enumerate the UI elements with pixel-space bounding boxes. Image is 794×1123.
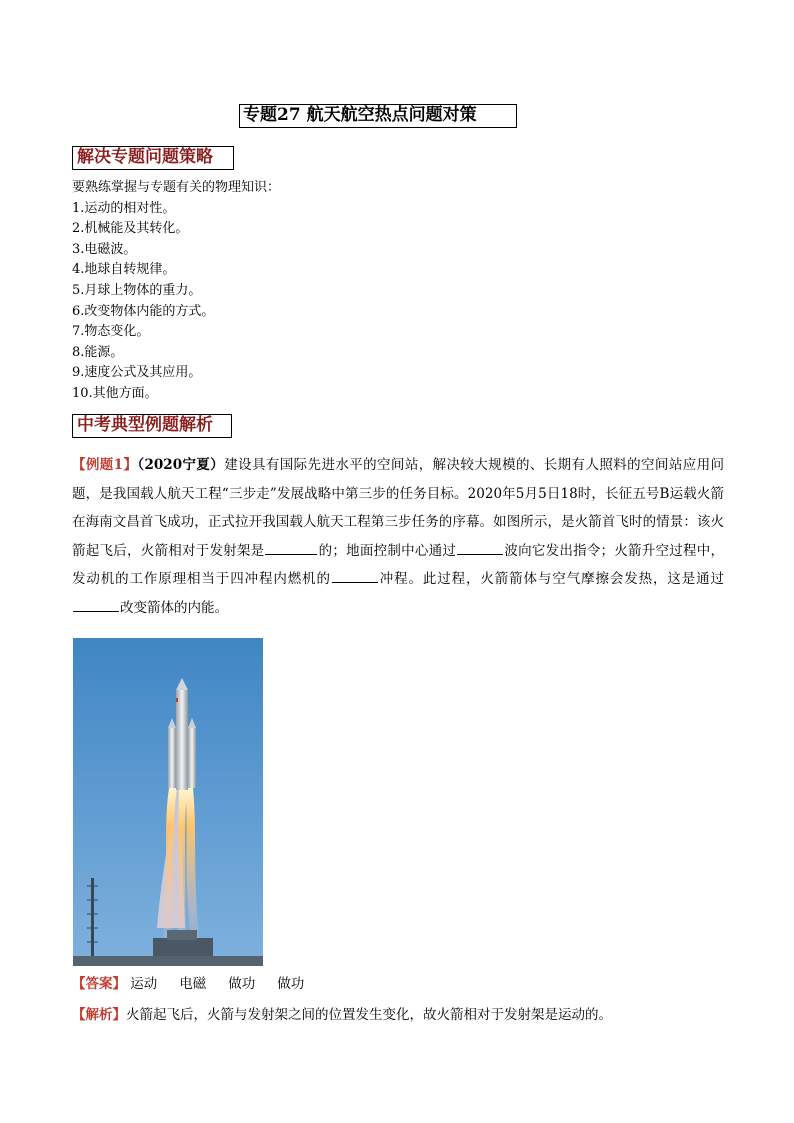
answer-value: 做功	[277, 976, 305, 992]
analysis-text: 火箭起飞后，火箭与发射架之间的位置发生变化，故火箭相对于发射架是运动的。	[126, 1007, 612, 1023]
strategy-intro: 要熟练掌握与专题有关的物理知识：	[72, 180, 281, 195]
document-title: 专题27 航天航空热点问题对策	[239, 104, 517, 128]
list-item: 3.电磁波。	[72, 241, 137, 257]
answer-blank	[73, 597, 119, 612]
analysis-label: 【解析】	[72, 1007, 126, 1023]
example-text-1: 建设具有国际先进水平的空间站，解决较大规模的、长期有人照料的空间站应用问题，是我国载人航天工程“三步走”发展战略中第三步的任务目标。2020年5月5日18时，长征五号B运载火箭在海南文昌首飞成功，正式拉开我国载人航天工程第三步任务的序幕。如图所示，是火箭首飞时的情景：该火箭起飞后，火箭相对于发射架是	[72, 457, 725, 559]
list-item: 1.运动的相对性。	[72, 200, 176, 216]
example-source: （2020宁夏）	[137, 457, 225, 473]
analysis-line	[72, 1005, 612, 1025]
example-text-2: 的；地面控制中心通过	[318, 542, 457, 559]
list-item: 9.速度公式及其应用。	[72, 365, 202, 381]
section-heading-examples: 中考典型例题解析	[72, 414, 232, 438]
list-item: 6.改变物体内能的方式。	[72, 303, 215, 319]
example-text-4: 冲程。此过程，火箭箭体与空气摩擦会发热，这是通过	[378, 571, 725, 588]
example-text-5: 改变箭体的内能。	[120, 599, 228, 616]
list-item: 2.机械能及其转化。	[72, 221, 189, 237]
strategy-list	[72, 178, 280, 405]
section-heading-strategy: 解决专题问题策略	[72, 146, 234, 170]
example-label: 【例题1】	[72, 457, 138, 473]
answer-value: 做功	[228, 976, 256, 992]
example-text-3: 波向它发出指令；火箭升空过程中，发动机的工作原理相当于四冲程内燃机的	[72, 542, 725, 588]
list-item: 8.能源。	[72, 344, 124, 360]
answer-blank	[265, 540, 317, 555]
list-item: 5.月球上物体的重力。	[72, 282, 202, 298]
answer-blank	[332, 568, 378, 583]
answer-blank	[457, 540, 503, 555]
list-item: 7.物态变化。	[72, 324, 150, 340]
answer-value: 运动	[130, 976, 158, 992]
list-item: 10.其他方面。	[72, 385, 158, 401]
answer-value: 电磁	[179, 976, 207, 992]
rocket-launch-photo	[73, 638, 263, 966]
answer-line	[72, 974, 326, 994]
answer-label: 【答案】	[72, 976, 126, 992]
list-item: 4.地球自转规律。	[72, 262, 176, 278]
example-paragraph	[72, 451, 724, 623]
